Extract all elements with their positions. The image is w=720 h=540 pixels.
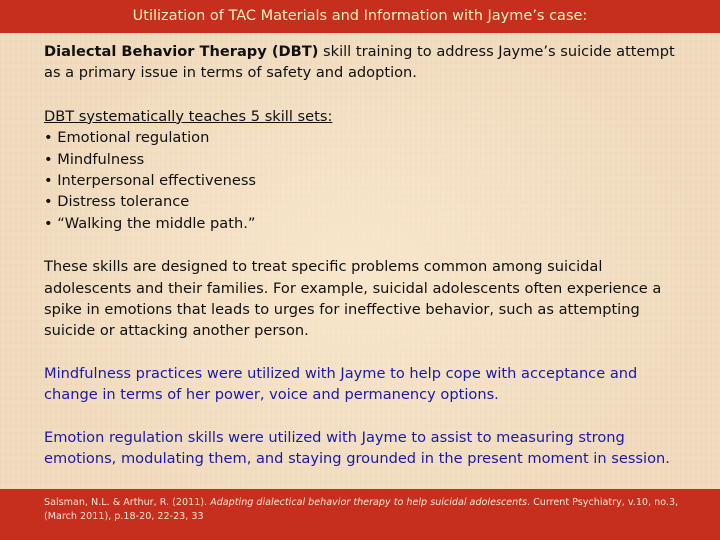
list-item: • Mindfulness [44, 149, 694, 170]
list-item: • Distress tolerance [44, 191, 694, 212]
list-item: • “Walking the middle path.” [44, 213, 694, 234]
citation-authors: Salsman, N.L. & Arthur, R. (2011). [44, 497, 211, 508]
slide-title: Utilization of TAC Materials and Information with Jayme’s case: [132, 8, 588, 24]
list-item: • Emotional regulation [44, 127, 694, 148]
description-paragraph: These skills are designed to treat specific problems common among suicidal adolescents and their families. For example, suicidal adolescents often experience a spike in emotions that leads to urges for ineffective behavior, such as attempting suicide or attacking another person. [44, 258, 662, 340]
citation-footer [0, 489, 720, 540]
intro-bold-term: Dialectal Behavior Therapy (DBT) [44, 43, 319, 60]
slide-body [44, 41, 694, 470]
skills-heading: DBT systematically teaches 5 skill sets: [44, 107, 333, 125]
mindfulness-note: Mindfulness practices were utilized with Jayme to help cope with acceptance and change in terms of her power, voice and permanency options. [44, 364, 638, 404]
intro-text: skill training to address Jayme’s suicide attempt as a primary issue in terms of safety and adoption. [44, 43, 675, 82]
emotion-regulation-note: Emotion regulation skills were utilized with Jayme to assist to measuring strong emotions, modulating them, and staying grounded in the present moment in session. [44, 428, 670, 468]
citation-source: . Current Psychiatry, v.10, no.3, (March 2011), p.18-20, 22-23, 33 [44, 497, 679, 522]
list-item: • Interpersonal effectiveness [44, 170, 694, 191]
slide-title-bar [0, 0, 720, 33]
citation-title: Adapting dialectical behavior therapy to help suicidal adolescents [210, 497, 527, 508]
skill-list [44, 127, 694, 234]
intro-paragraph [44, 41, 694, 84]
